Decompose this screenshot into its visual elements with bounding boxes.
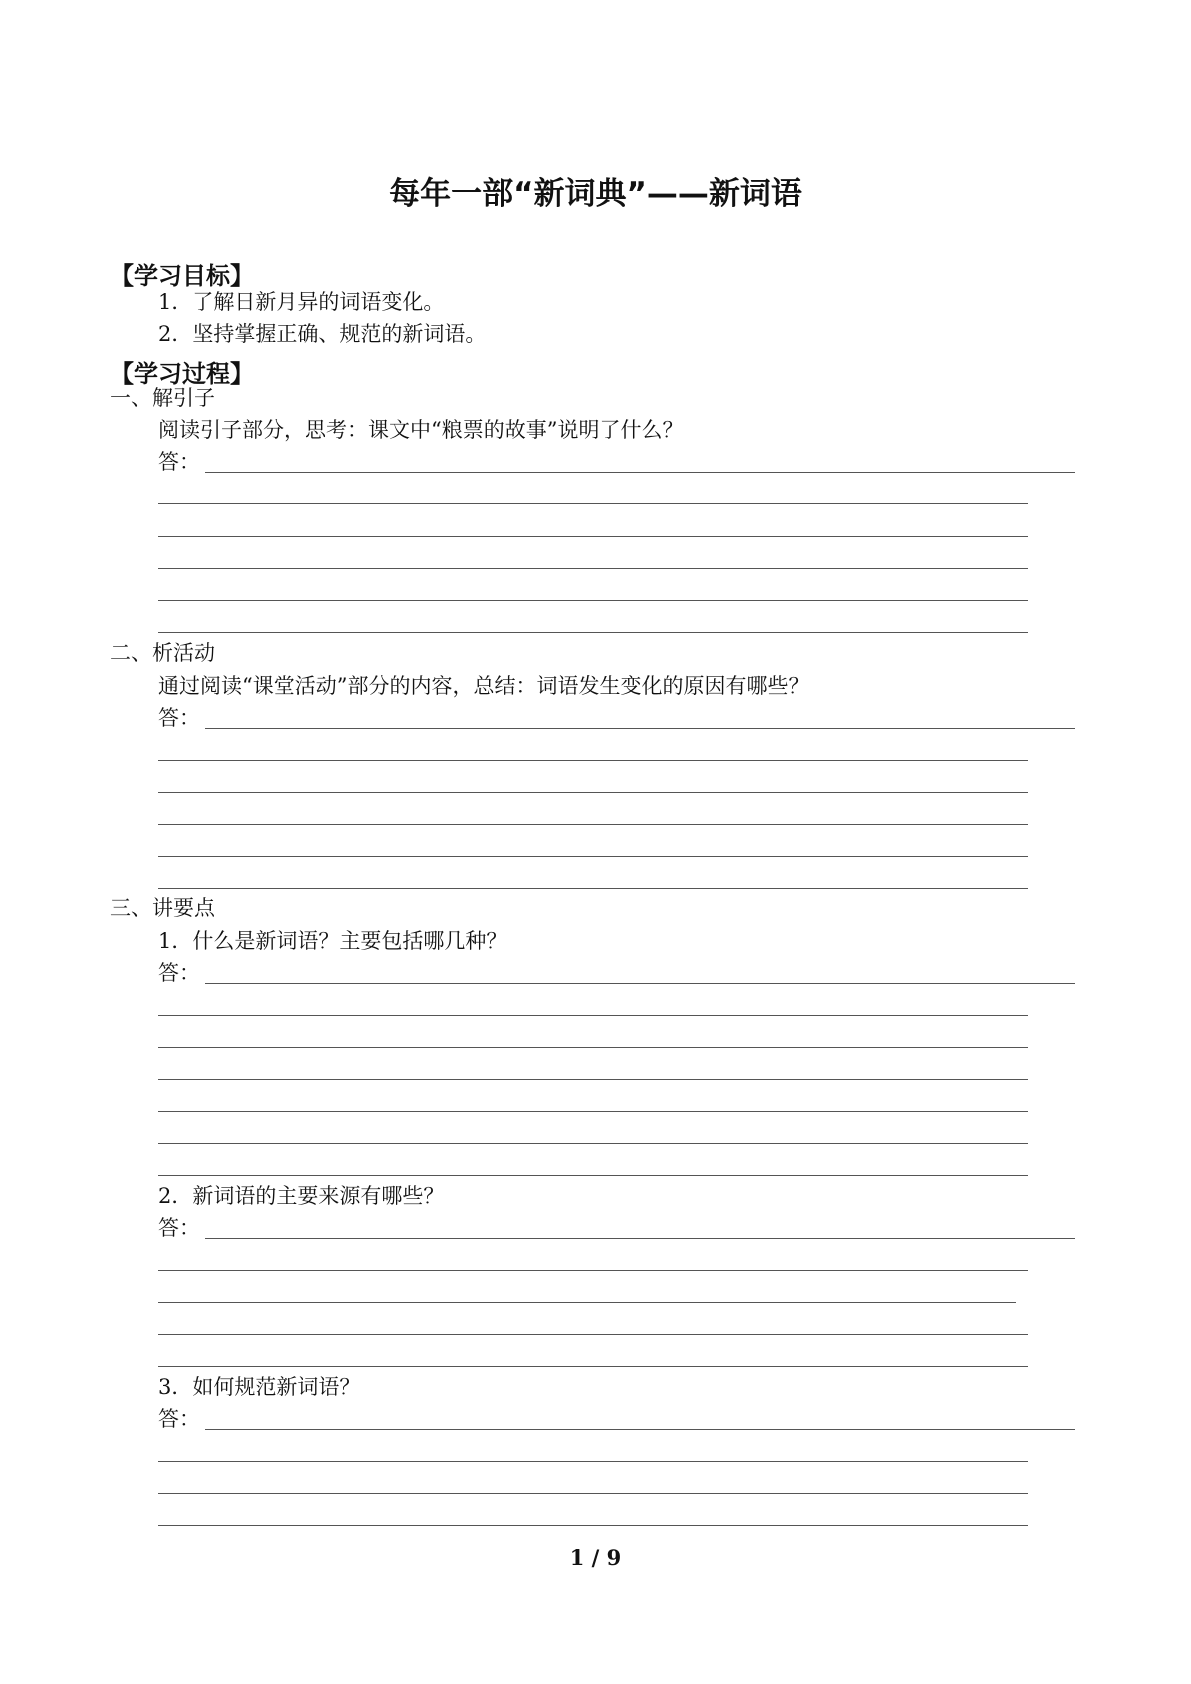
answer-line[interactable] — [205, 983, 1075, 984]
answer-line[interactable] — [158, 856, 1028, 857]
answer-line[interactable] — [158, 1111, 1028, 1112]
answer-line[interactable] — [158, 792, 1028, 793]
answer-label: 答： — [158, 961, 200, 985]
answer-label: 答： — [158, 450, 200, 474]
answer-label: 答： — [158, 706, 200, 730]
answer-line[interactable] — [158, 1461, 1028, 1462]
answer-label: 答： — [158, 1216, 200, 1240]
answer-line[interactable] — [158, 1047, 1028, 1048]
goal-item: 1．了解日新月异的词语变化。 — [158, 290, 445, 314]
answer-line[interactable] — [205, 1429, 1075, 1430]
answer-line[interactable] — [158, 1079, 1028, 1080]
answer-line[interactable] — [158, 1143, 1028, 1144]
answer-line[interactable] — [158, 1270, 1028, 1271]
answer-line[interactable] — [158, 632, 1028, 633]
answer-line[interactable] — [158, 503, 1028, 504]
answer-line[interactable] — [158, 1493, 1028, 1494]
goal-item: 2．坚持掌握正确、规范的新词语。 — [158, 322, 487, 346]
question-prompt: 3．如何规范新词语？ — [158, 1375, 361, 1399]
question-prompt: 1．什么是新词语？主要包括哪几种？ — [158, 929, 508, 953]
answer-line[interactable] — [158, 1302, 1016, 1303]
answer-line[interactable] — [158, 1525, 1028, 1526]
answer-label: 答： — [158, 1407, 200, 1431]
answer-line[interactable] — [158, 760, 1028, 761]
goals-heading: 【学习目标】 — [110, 262, 254, 290]
section-title: 一、解引子 — [110, 386, 215, 410]
answer-line[interactable] — [158, 1366, 1028, 1367]
answer-line[interactable] — [158, 888, 1028, 889]
question-prompt: 通过阅读“课堂活动”部分的内容，总结：词语发生变化的原因有哪些？ — [158, 674, 810, 698]
answer-line[interactable] — [205, 728, 1075, 729]
answer-line[interactable] — [158, 600, 1028, 601]
answer-line[interactable] — [158, 568, 1028, 569]
answer-line[interactable] — [158, 1015, 1028, 1016]
page-title: 每年一部“新词典”——新词语 — [389, 176, 802, 212]
answer-line[interactable] — [205, 472, 1075, 473]
answer-line[interactable] — [205, 1238, 1075, 1239]
answer-line[interactable] — [158, 1334, 1028, 1335]
answer-line[interactable] — [158, 536, 1028, 537]
question-prompt: 2．新词语的主要来源有哪些？ — [158, 1184, 445, 1208]
process-heading: 【学习过程】 — [110, 360, 254, 388]
question-prompt: 阅读引子部分，思考：课文中“粮票的故事”说明了什么？ — [158, 418, 684, 442]
page-number: 1 / 9 — [569, 1545, 622, 1570]
section-title: 三、讲要点 — [110, 896, 215, 920]
answer-line[interactable] — [158, 824, 1028, 825]
section-title: 二、析活动 — [110, 641, 215, 665]
answer-line[interactable] — [158, 1175, 1028, 1176]
